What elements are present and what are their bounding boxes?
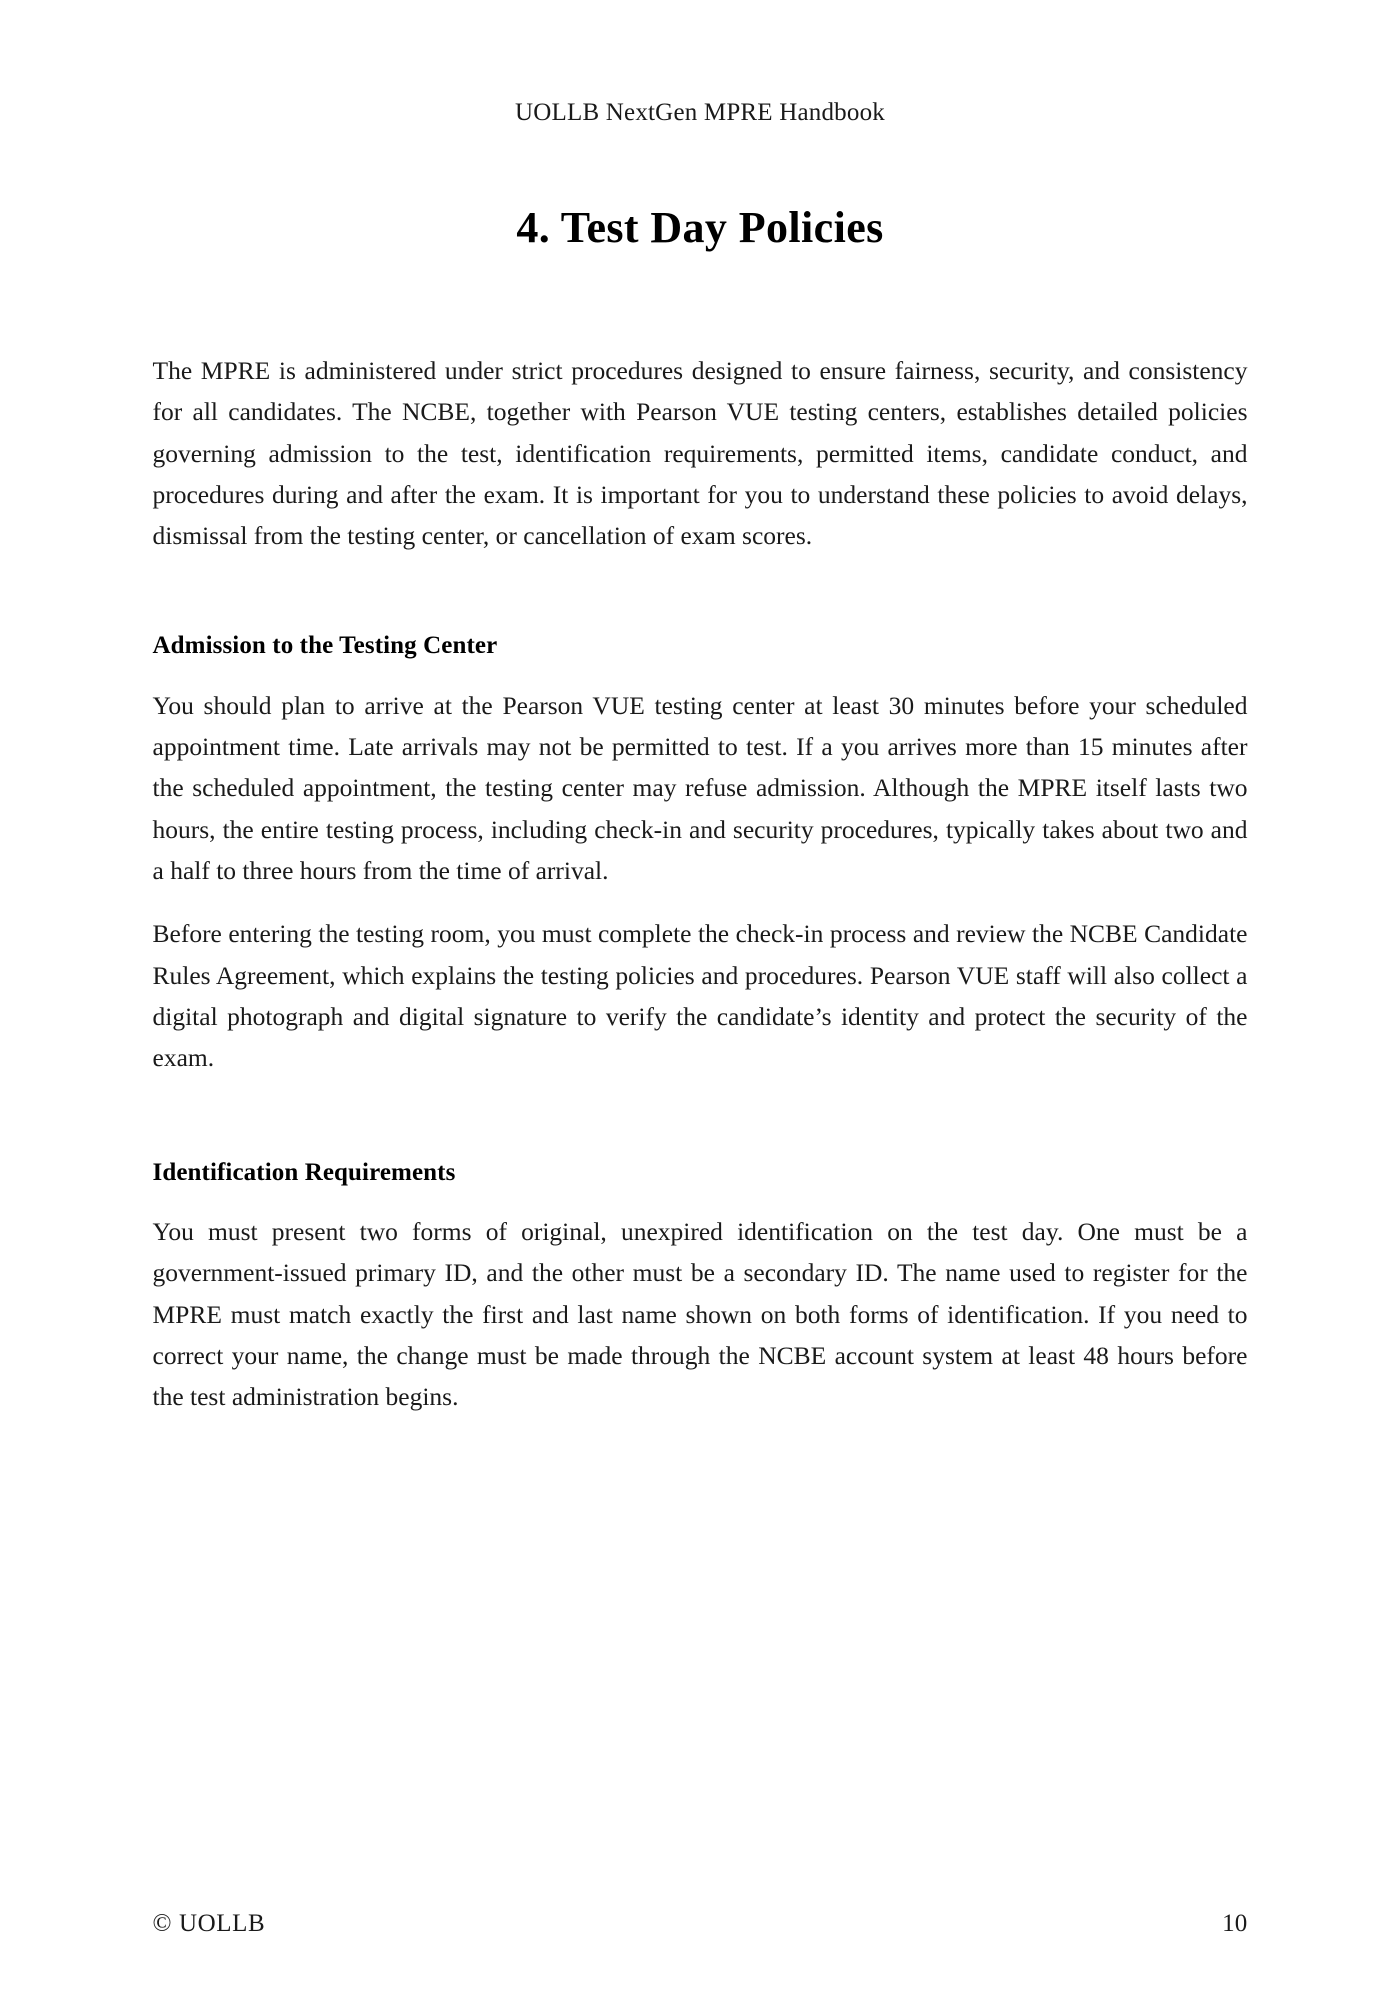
- section-paragraph: You must present two forms of original, unexpired identification on the test day. One must be a government-issued primary ID, and the other must be a secondary ID. The name used to register for the MPRE must match exactly the first and last name shown on both forms of identification. If you need to correct your name, the change must be made through the NCBE account system at least 48 hours before the test administration begins.: [152, 1217, 1248, 1412]
- section-paragraph: Before entering the testing room, you must complete the check-in process and review the NCBE Candidate Rules Agreement, which explains the testing policies and procedures. Pearson VUE staff will also collect a digital photograph and digital signature to verify the candidate’s identity and protect the security of the exam.: [152, 919, 1248, 1073]
- section-heading-identification: Identification Requirements: [152, 1158, 456, 1186]
- page-footer: [153, 1910, 1248, 1938]
- intro-paragraph: The MPRE is administered under strict procedures designed to ensure fairness, security, and consistency for all candidates. The NCBE, together with Pearson VUE testing centers, establishes detailed policies governing admission to the test, identification requirements, permitted items, candidate conduct, and procedures during and after the exam. It is important for you to understand these policies to avoid delays, dismissal from the testing center, or cancellation of exam scores.: [152, 355, 1248, 551]
- section-admission: [153, 630, 1248, 1078]
- document-body: [153, 350, 1248, 1418]
- footer-page-number: 10: [1222, 1910, 1248, 1937]
- section-paragraph: You should plan to arrive at the Pearson VUE testing center at least 30 minutes before your scheduled appointment time. Late arrivals may not be permitted to test. If a you arrives more than 15 minutes after the scheduled appointment, the testing center may refuse admission. Although the MPRE itself lasts two hours, the entire testing process, including check-in and security procedures, typically takes about two and a half to three hours from the time of arrival.: [152, 690, 1248, 886]
- section-identification: [153, 1157, 1248, 1418]
- footer-copyright: © UOLLB: [152, 1910, 266, 1937]
- page-title: 4. Test Day Policies: [516, 203, 884, 252]
- section-heading-admission: Admission to the Testing Center: [152, 632, 498, 660]
- running-header: UOLLB NextGen MPRE Handbook: [515, 99, 885, 126]
- page-content-area: [153, 0, 1248, 2000]
